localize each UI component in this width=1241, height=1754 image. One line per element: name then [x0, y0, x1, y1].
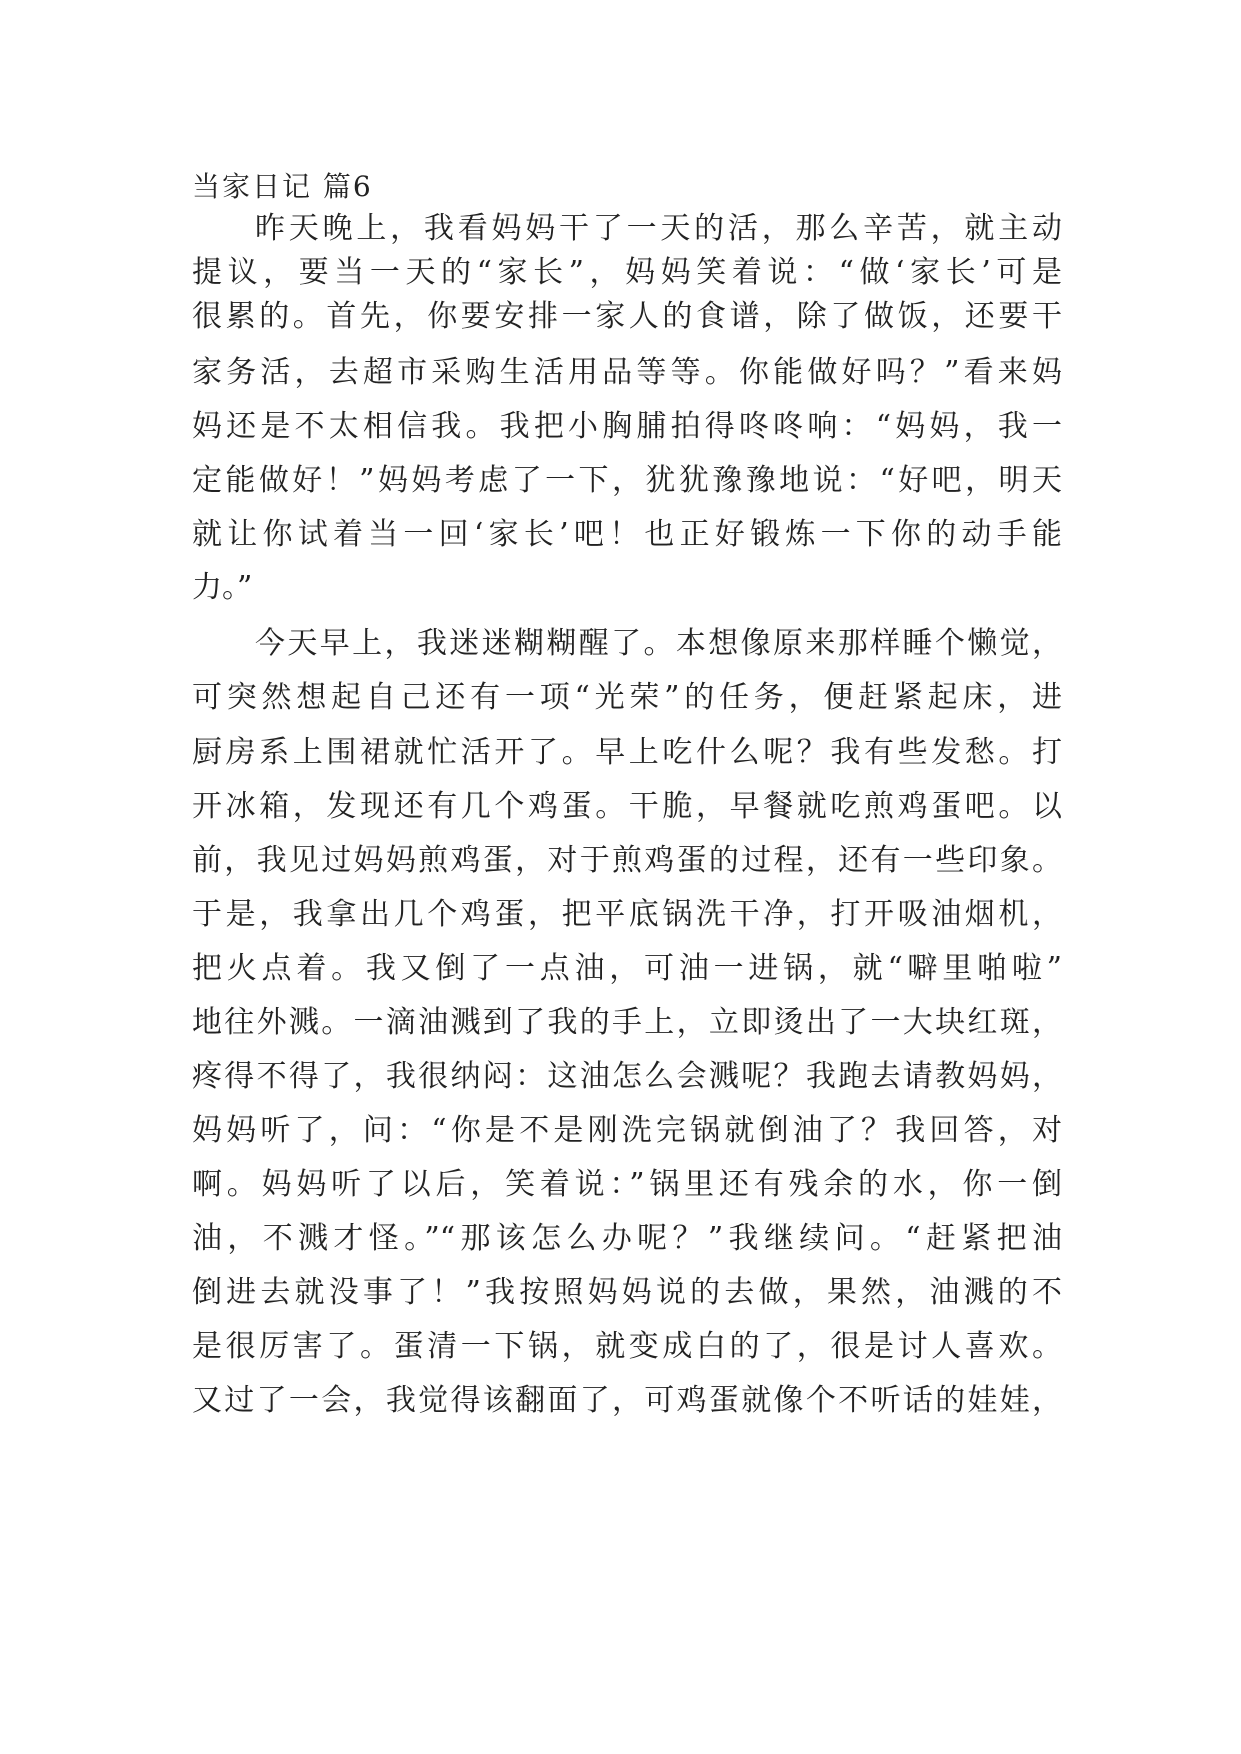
- paragraph-line: 就让你试着当一回‘家长’吧！也正好锻炼一下你的动手能: [192, 517, 1062, 552]
- paragraph-line: 倒进去就没事了！”我按照妈妈说的去做，果然，油溅的不: [192, 1275, 1062, 1310]
- paragraph-line: 妈还是不太相信我。我把小胸脯拍得咚咚响：“妈妈，我一: [192, 409, 1062, 444]
- paragraph-line: 定能做好！”妈妈考虑了一下，犹犹豫豫地说：“好吧，明天: [192, 463, 1062, 498]
- paragraph-line: 厨房系上围裙就忙活开了。早上吃什么呢？我有些发愁。打: [192, 735, 1062, 770]
- paragraph-line: 家务活，去超市采购生活用品等等。你能做好吗？”看来妈: [192, 355, 1062, 390]
- paragraph-line: 提议，要当一天的“家长”，妈妈笑着说：“做‘家长’可是: [192, 255, 1062, 290]
- paragraph-line: 油，不溅才怪。”“那该怎么办呢？”我继续问。“赶紧把油: [192, 1221, 1062, 1256]
- paragraph-line: 可突然想起自己还有一项“光荣”的任务，便赶紧起床，进: [192, 680, 1062, 715]
- paragraph-line: 是很厉害了。蛋清一下锅，就变成白的了，很是讨人喜欢。: [192, 1329, 1062, 1364]
- paragraph-line: 又过了一会，我觉得该翻面了，可鸡蛋就像个不听话的娃娃，: [192, 1383, 1062, 1418]
- document-title: 当家日记 篇6: [192, 170, 373, 203]
- paragraph-line: 疼得不得了，我很纳闷：这油怎么会溅呢？我跑去请教妈妈，: [192, 1059, 1062, 1094]
- paragraph-line: 妈妈听了，问：“你是不是刚洗完锅就倒油了？我回答，对: [192, 1113, 1062, 1148]
- paragraph-line: 今天早上，我迷迷糊糊醒了。本想像原来那样睡个懒觉，: [255, 626, 1062, 661]
- paragraph-line: 把火点着。我又倒了一点油，可油一进锅，就“噼里啪啦”: [192, 951, 1062, 986]
- paragraph-line: 地往外溅。一滴油溅到了我的手上，立即烫出了一大块红斑，: [192, 1005, 1062, 1040]
- paragraph-line: 前，我见过妈妈煎鸡蛋，对于煎鸡蛋的过程，还有一些印象。: [192, 843, 1062, 878]
- paragraph-line: 力。”: [192, 570, 253, 605]
- paragraph-line: 昨天晚上，我看妈妈干了一天的活，那么辛苦，就主动: [255, 211, 1062, 246]
- paragraph-line: 于是，我拿出几个鸡蛋，把平底锅洗干净，打开吸油烟机，: [192, 897, 1062, 932]
- paragraph-line: 开冰箱，发现还有几个鸡蛋。干脆，早餐就吃煎鸡蛋吧。以: [192, 789, 1062, 824]
- paragraph-line: 很累的。首先，你要安排一家人的食谱，除了做饭，还要干: [192, 299, 1062, 334]
- paragraph-line: 啊。妈妈听了以后，笑着说：”锅里还有残余的水，你一倒: [192, 1167, 1062, 1202]
